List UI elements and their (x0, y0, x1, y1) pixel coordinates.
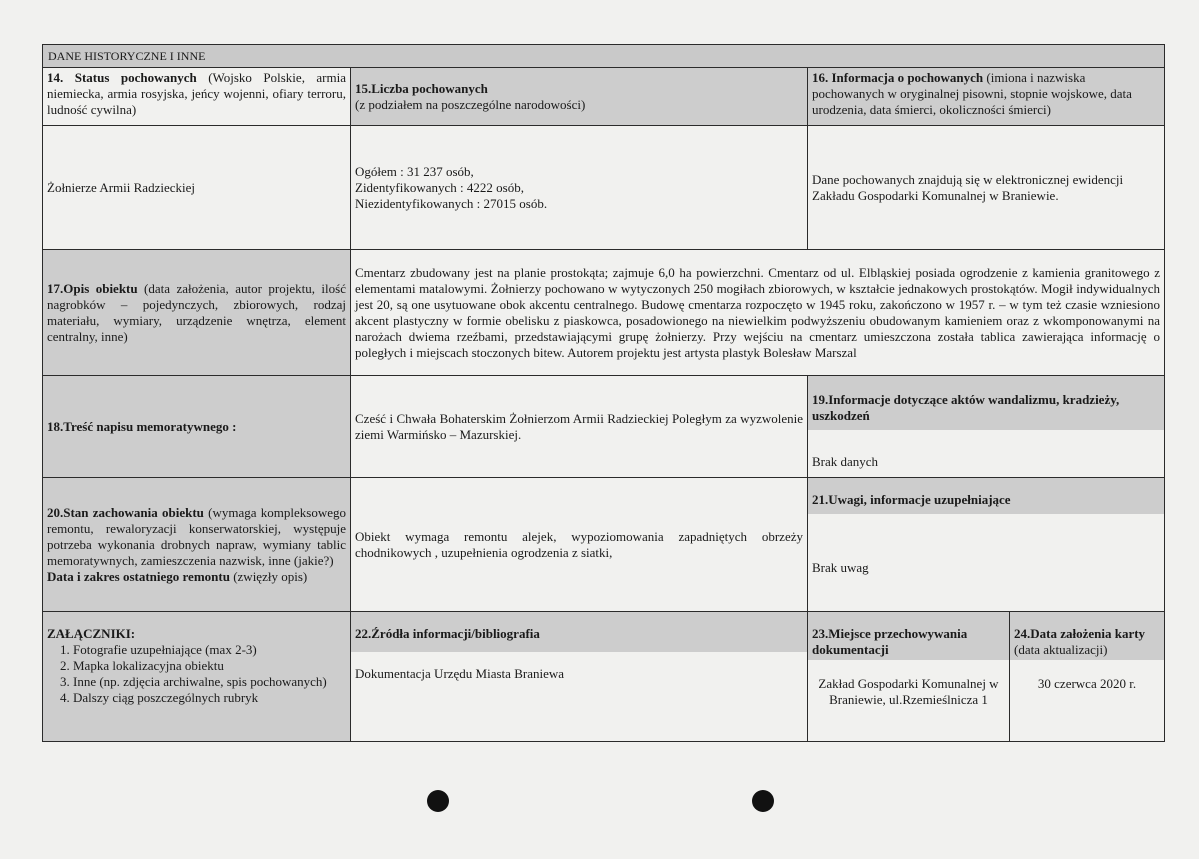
field-15-title: 15.Liczba pochowanych (355, 80, 488, 96)
row-20-21 (43, 478, 1165, 612)
field-22-value: Dokumentacja Urzędu Miasta Braniewa (355, 666, 565, 681)
field-20-hint: (wymaga kompleksowego remontu, rewaloryzacji konserwatorskiej, występuje potrzeba wykonania drobnych napraw, wymiany tablic memoratywnych, zamieszczenia nazwisk, inne (jakie?) (47, 504, 346, 568)
section-title: DANE HISTORYCZNE I INNE (43, 45, 1165, 68)
cell-17-header (43, 250, 351, 376)
cell-20-header (43, 478, 351, 612)
field-19-value: Brak danych (812, 454, 879, 469)
cell-16-value: Dane pochowanych znajdują się w elektronicznej ewidencji Zakładu Gospodarki Komunalnej w Braniewie. (808, 126, 1165, 250)
row-18-19 (43, 376, 1165, 478)
field-17-title: 17.Opis obiektu (47, 280, 138, 296)
field-24-header (1010, 612, 1164, 660)
field-20-title: 20.Stan zachowania obiektu (47, 504, 204, 520)
list-item: 3. Inne (np. zdjęcia archiwalne, spis pochowanych) (73, 674, 346, 690)
list-item: 1. Fotografie uzupełniające (max 2-3) (73, 642, 346, 658)
field-14-title: 14. Status pochowanych (47, 70, 197, 85)
burial-unidentified: Niezidentyfikowanych : 27015 osób. (355, 195, 548, 211)
field-23-title: 23.Miejsce przechowywania dokumentacji (808, 612, 1009, 660)
burial-identified: Zidentyfikowanych : 4222 osób, (355, 179, 524, 195)
field-21-value: Brak uwag (812, 560, 869, 575)
cell-attachments (43, 612, 351, 742)
cell-18-header: 18.Treść napisu memoratywnego : (43, 376, 351, 478)
cell-21 (808, 478, 1165, 612)
row-values-14-16 (43, 126, 1165, 250)
cell-22 (351, 612, 808, 742)
field-24-value: 30 czerwca 2020 r. (1037, 676, 1137, 691)
field-22-title: 22.Źródła informacji/bibliografia (351, 612, 807, 652)
list-item: 2. Mapka lokalizacyjna obiektu (73, 658, 346, 674)
field-21-title: 21.Uwagi, informacje uzupełniające (808, 478, 1164, 514)
binder-hole-right (752, 790, 774, 812)
burial-total: Ogółem : 31 237 osób, (355, 163, 474, 179)
cell-14-value: Żołnierze Armii Radzieckiej (43, 126, 351, 250)
list-item: 4. Dalszy ciąg poszczególnych rubryk (73, 690, 346, 706)
field-16-hint: (imiona i nazwiska pochowanych w oryginalnej pisowni, stopnie wojskowe, data urodzenia, data śmierci, okoliczności śmierci) (812, 70, 1132, 117)
cell-16-header (808, 68, 1165, 126)
field-23-value: Zakład Gospodarki Komunalnej w Braniewie, ul.Rzemieślnicza 1 (818, 676, 999, 707)
binder-hole-left (427, 790, 449, 812)
row-headers-14-16 (43, 68, 1165, 126)
field-20-hint-2: (zwięzły opis) (229, 568, 308, 584)
field-19-title: 19.Informacje dotyczące aktów wandalizmu, kradzieży, uszkodzeń (808, 376, 1164, 430)
attachments-title: ZAŁĄCZNIKI: (47, 626, 136, 641)
row-attachments-22-24 (43, 612, 1165, 742)
cell-23 (808, 612, 1010, 742)
cell-17-value: Cmentarz zbudowany jest na planie prostokąta; zajmuje 6,0 ha powierzchni. Cmentarz od ul. Elbląskiej posiada ogrodzenie z kamienia granitowego z elementami matalowymi. Żołnierzy pochowano w wytyczonych 250 mogiłach zbiorowych, w kształcie jednakowych prostokątów. Mogił indywidualnych jest 20, są one usytuowane obok akcentu centralnego. Budowę cmentarza rozpoczęto w 1945 roku, zakończono w 1957 r. – w tym też czasie wzniesiono akcent plastyczny w formie obelisku z piaskowca, posadowionego na niewielkim podwyższeniu obudowanym kamieniem oraz z wkomponowanymi na narożach dwiema rzeźbami, przedstawiającymi grupę żołnierzy. Przy wejściu na cmentarz umieszczona została tablica zawierająca informację o poległych i miejscach stoczonych bitew. Autorem projektu jest artysta plastyk Bolesław Marszal (351, 250, 1165, 376)
field-24-hint: (data aktualizacji) (1014, 642, 1108, 657)
cell-19 (808, 376, 1165, 478)
cell-24 (1010, 612, 1165, 742)
attachments-list (47, 642, 346, 706)
section-title-row (43, 45, 1165, 68)
field-17-hint: (data założenia, autor projektu, ilość nagrobków – pojedynczych, zbiorowych, rodzaj materiału, wymiary, urządzenie wnętrza, element centralny, inne) (47, 280, 346, 344)
field-24-title: 24.Data założenia karty (1014, 626, 1146, 641)
field-20-title-2: Data i zakres ostatniego remontu (47, 568, 230, 584)
field-14-hint: (Wojsko Polskie, armia niemiecka, armia rosyjska, jeńcy wojenni, ofiary terroru, ludność cywilna) (47, 70, 347, 117)
historical-data-form (42, 44, 1165, 742)
row-17 (43, 250, 1165, 376)
cell-14-header (43, 68, 351, 126)
field-15-hint: (z podziałem na poszczególne narodowości) (355, 96, 586, 112)
cell-15-header (351, 68, 808, 126)
cell-18-value: Cześć i Chwała Bohaterskim Żołnierzom Armii Radzieckiej Poległym za wyzwolenie ziemi Warmińsko – Mazurskiej. (351, 376, 808, 478)
cell-20-value: Obiekt wymaga remontu alejek, wypoziomowania zapadniętych obrzeży chodnikowych , uzupełnienia ogrodzenia z siatki, (351, 478, 808, 612)
cell-15-value (351, 126, 808, 250)
field-16-title: 16. Informacja o pochowanych (812, 70, 984, 85)
